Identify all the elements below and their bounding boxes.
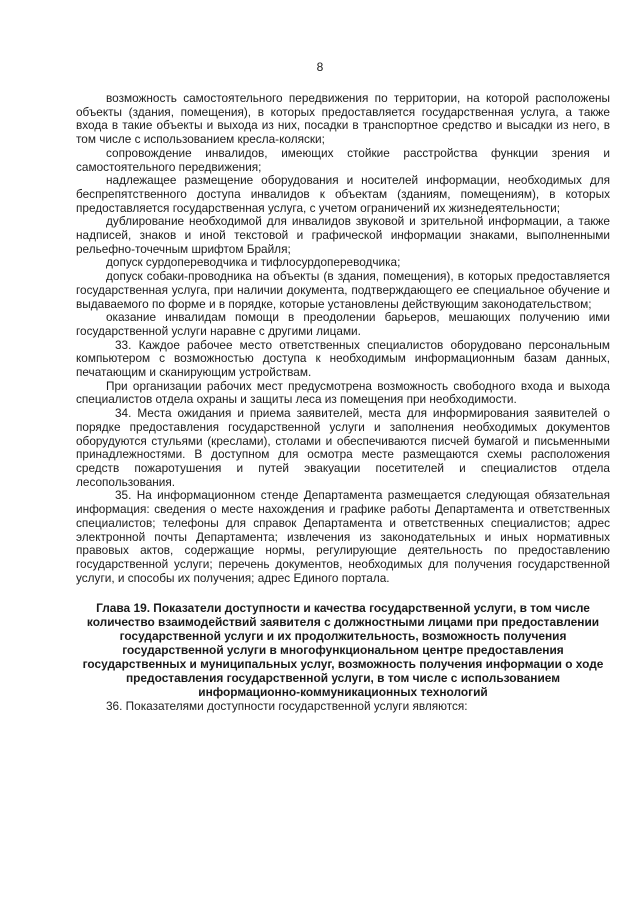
paragraph-33: 33. Каждое рабочее место ответственных специалистов оборудовано персональным компьютером с возможностью доступа к необходимым информационным базам данных, печатающим и сканирующим устройствам. xyxy=(76,337,610,380)
paragraph-35: 35. На информационном стенде Департамента размещается следующая обязательная информация: сведения о месте нахождения и графике работы Департамента и ответственных специалистов; телефоны для справок Департамента и ответственных специалистов; адрес электронной почты Департамента; извлечения из законодательных и иных нормативных правовых актов, содержащие нормы, регулирующие деятельность по предоставлению государственной услуги; перечень документов, необходимых для получения государственной услуги, и способы их получения; адрес Единого портала. xyxy=(76,488,610,585)
document-body xyxy=(76,92,610,713)
paragraph-equipment: надлежащее размещение оборудования и носителей информации, необходимых для беспрепятственного доступа инвалидов к объектам (зданиям, помещениям), в которых предоставляется государственная услуга, с учетом ограничений их жизнедеятельности; xyxy=(76,173,610,215)
paragraph-interpreter: допуск сурдопереводчика и тифлосурдопереводчика; xyxy=(106,255,401,270)
paragraph-guide-dog: допуск собаки-проводника на объекты (в здания, помещения), в которых предоставляется государственная услуга, при наличии документа, подтверждающего ее специальное обучение и выдаваемого по форме и в порядке, которые установлены действующим законодательством; xyxy=(76,269,610,311)
paragraph-movement: возможность самостоятельного передвижения по территории, на которой расположены объекты (здания, помещения), в которых предоставляется государственная услуга, а также входа в такие объекты и выхода из них, посадки в транспортное средство и высадки из него, в том числе с использованием кресла-коляски; xyxy=(76,91,610,147)
paragraph-assistance: оказание инвалидам помощи в преодолении барьеров, мешающих получению ими государственной услуги наравне с другими лицами. xyxy=(76,310,610,338)
paragraph-34: 34. Места ожидания и приема заявителей, места для информирования заявителей о порядке предоставления государственной услуги и заполнения необходимых документов оборудуются стульями (креслами), столами и обеспечиваются писчей бумагой и письменными принадлежностями. В доступном для осмотра месте размещаются схемы расположения средств пожаротушения и путей эвакуации посетителей и специалистов отдела лесопользования. xyxy=(76,406,610,489)
paragraph-36: 36. Показателями доступности государственной услуги являются: xyxy=(106,698,468,713)
paragraph-escort: сопровождение инвалидов, имеющих стойкие расстройства функции зрения и самостоятельного передвижения; xyxy=(76,145,610,174)
paragraph-duplication: дублирование необходимой для инвалидов звуковой и зрительной информации, а также надписей, знаков и иной текстовой и графической информации знаками, выполненными рельефно-точечным шрифтом Брайля; xyxy=(76,214,610,256)
paragraph-workplace: При организации рабочих мест предусмотрена возможность свободного входа и выхода специалистов отдела охраны и защиты леса из помещения при необходимости. xyxy=(76,378,610,407)
page-number: 8 xyxy=(316,60,324,74)
chapter-19-heading: Глава 19. Показатели доступности и качества государственной услуги, в том числе количество взаимодействий заявителя с должностными лицами при предоставлении государственной услуги и их продолжительность, возможность получения государственной услуги в многофункциональном центре предоставления государственных и муниципальных услуг, возможность получения информации о ходе предоставления государственной услуги, в том числе с использованием информационно-коммуникационных технологий xyxy=(82,601,604,699)
